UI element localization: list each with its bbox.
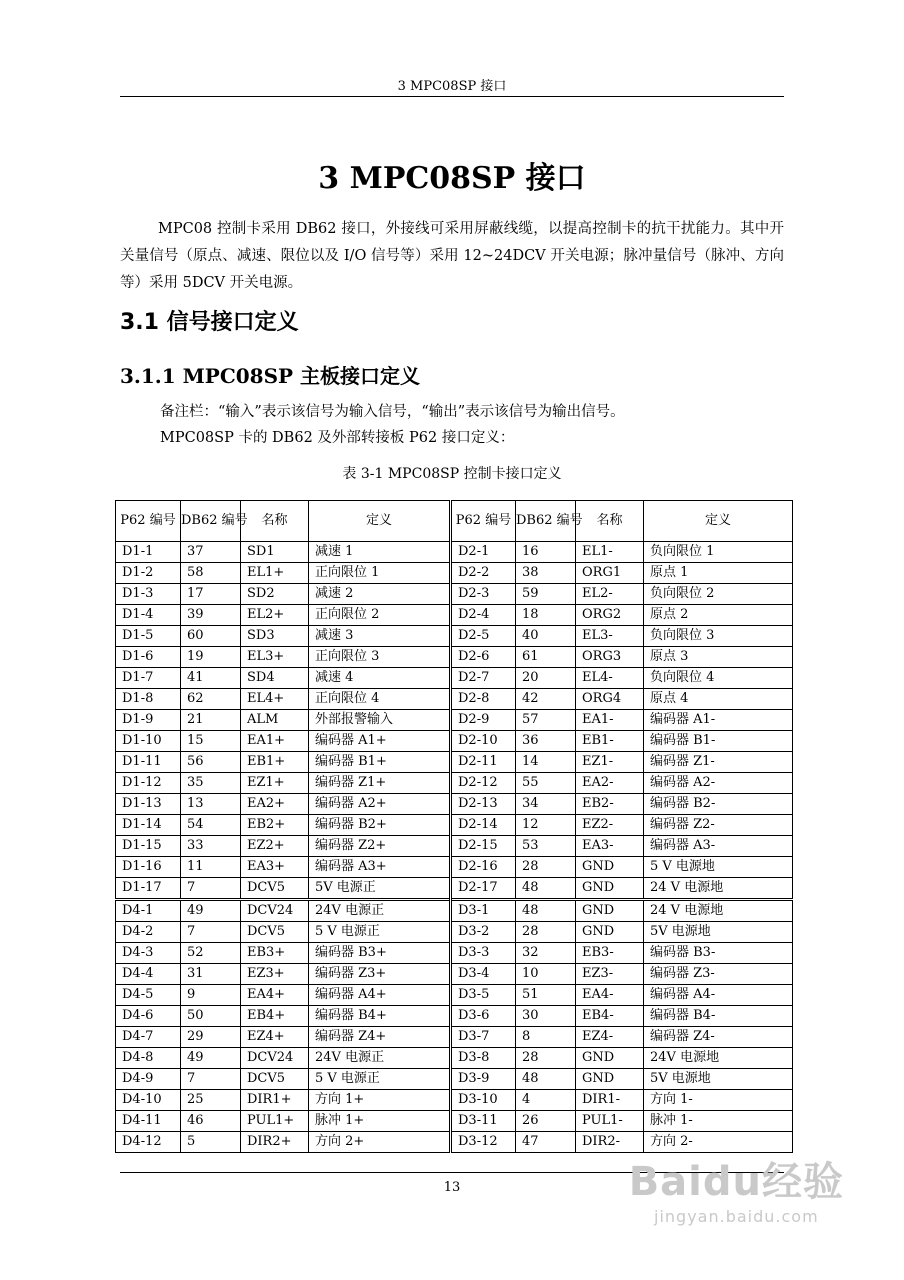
table-cell: DCV5 (241, 1069, 309, 1090)
table-cell: D3-2 (451, 922, 516, 943)
table-cell: 48 (516, 878, 576, 900)
table-row (116, 563, 793, 584)
table-cell: 61 (516, 647, 576, 668)
table-cell: 减速 4 (309, 668, 451, 689)
table-cell: D4-8 (116, 1048, 181, 1069)
table-cell: 减速 2 (309, 584, 451, 605)
table-cell: 36 (516, 731, 576, 752)
table-cell: 编码器 A2- (644, 773, 793, 794)
table-cell: EA2- (576, 773, 644, 794)
table-row (116, 1048, 793, 1069)
table-cell: GND (576, 900, 644, 922)
table-cell: D2-10 (451, 731, 516, 752)
table-cell: D3-10 (451, 1090, 516, 1111)
table-row (116, 1069, 793, 1090)
table-cell: ALM (241, 710, 309, 731)
table-cell: DIR1+ (241, 1090, 309, 1111)
table-cell: D2-16 (451, 857, 516, 878)
table-cell: D4-11 (116, 1111, 181, 1132)
table-cell: DCV24 (241, 900, 309, 922)
table-row (116, 668, 793, 689)
table-cell: D2-8 (451, 689, 516, 710)
table-cell: EB1+ (241, 752, 309, 773)
table-cell: EL1- (576, 542, 644, 563)
table-cell: 59 (516, 584, 576, 605)
table-cell: EA3+ (241, 857, 309, 878)
table-cell: D2-13 (451, 794, 516, 815)
table-cell: 62 (181, 689, 241, 710)
table-cell: 编码器 A4+ (309, 985, 451, 1006)
table-cell: DIR2- (576, 1132, 644, 1153)
table-cell: D3-6 (451, 1006, 516, 1027)
col-header: P62 编号 (116, 501, 181, 542)
table-cell: EB3- (576, 943, 644, 964)
table-cell: 编码器 B1- (644, 731, 793, 752)
table-cell: 18 (516, 605, 576, 626)
table-cell: 编码器 B2+ (309, 815, 451, 836)
table-row (116, 542, 793, 563)
table-cell: PUL1- (576, 1111, 644, 1132)
table-cell: 16 (516, 542, 576, 563)
table-cell: D1-2 (116, 563, 181, 584)
table-cell: D4-4 (116, 964, 181, 985)
table-cell: GND (576, 922, 644, 943)
table-cell: D4-3 (116, 943, 181, 964)
table-cell: DCV5 (241, 878, 309, 900)
table-cell: 28 (516, 922, 576, 943)
table-cell: 编码器 A3+ (309, 857, 451, 878)
table-cell: D2-5 (451, 626, 516, 647)
col-header: DB62 编号 (516, 501, 576, 542)
table-cell: 编码器 Z3+ (309, 964, 451, 985)
table-cell: 39 (181, 605, 241, 626)
table-cell: 编码器 A3- (644, 836, 793, 857)
table-cell: 正向限位 1 (309, 563, 451, 584)
table-cell: ORG4 (576, 689, 644, 710)
table-cell: EZ4- (576, 1027, 644, 1048)
table-cell: D2-15 (451, 836, 516, 857)
table-cell: 原点 2 (644, 605, 793, 626)
table-cell: 19 (181, 647, 241, 668)
table-cell: 35 (181, 773, 241, 794)
table-cell: D1-1 (116, 542, 181, 563)
table-cell: 7 (181, 878, 241, 900)
table-cell: EL1+ (241, 563, 309, 584)
table-cell: 负向限位 4 (644, 668, 793, 689)
table-cell: ORG2 (576, 605, 644, 626)
table-cell: SD2 (241, 584, 309, 605)
table-cell: D4-2 (116, 922, 181, 943)
table-cell: 11 (181, 857, 241, 878)
watermark-url: jingyan.baidu.com (654, 1207, 819, 1226)
table-cell: EA2+ (241, 794, 309, 815)
table-cell: 30 (516, 1006, 576, 1027)
subsection-heading: 3.1.1 MPC08SP 主板接口定义 (120, 364, 421, 388)
table-cell: D1-5 (116, 626, 181, 647)
table-cell: 4 (516, 1090, 576, 1111)
table-cell: D3-11 (451, 1111, 516, 1132)
table-cell: D4-6 (116, 1006, 181, 1027)
table-cell: 53 (516, 836, 576, 857)
chapter-title: 3 MPC08SP 接口 (318, 161, 586, 196)
table-cell: 9 (181, 985, 241, 1006)
table-cell: 编码器 B3- (644, 943, 793, 964)
table-cell: D1-8 (116, 689, 181, 710)
table-cell: SD1 (241, 542, 309, 563)
table-row (116, 900, 793, 922)
table-cell: 52 (181, 943, 241, 964)
table-cell: 15 (181, 731, 241, 752)
interface-table (115, 500, 793, 1153)
table-row (116, 1090, 793, 1111)
table-cell: 原点 3 (644, 647, 793, 668)
table-cell: D1-3 (116, 584, 181, 605)
table-cell: 10 (516, 964, 576, 985)
table-cell: EB2+ (241, 815, 309, 836)
table-cell: DCV24 (241, 1048, 309, 1069)
table-cell: 5 V 电源地 (644, 857, 793, 878)
table-cell: 24V 电源地 (644, 1048, 793, 1069)
table-cell: 33 (181, 836, 241, 857)
table-row (116, 626, 793, 647)
table-row (116, 815, 793, 836)
table-cell: D1-11 (116, 752, 181, 773)
table-cell: DIR2+ (241, 1132, 309, 1153)
table-cell: 40 (516, 626, 576, 647)
table-cell: D4-5 (116, 985, 181, 1006)
table-cell: SD3 (241, 626, 309, 647)
table-cell: 脉冲 1- (644, 1111, 793, 1132)
table-cell: 20 (516, 668, 576, 689)
table-cell: D3-5 (451, 985, 516, 1006)
table-cell: 原点 4 (644, 689, 793, 710)
table-row (116, 943, 793, 964)
col-header: 定义 (644, 501, 793, 542)
table-cell: D4-7 (116, 1027, 181, 1048)
table-cell: D2-14 (451, 815, 516, 836)
table-cell: 5 V 电源正 (309, 922, 451, 943)
table-cell: D1-16 (116, 857, 181, 878)
note-line-1: 备注栏：“输入”表示该信号为输入信号，“输出”表示该信号为输出信号。 (160, 404, 625, 420)
table-cell: D4-1 (116, 900, 181, 922)
table-cell: GND (576, 857, 644, 878)
table-cell: D2-6 (451, 647, 516, 668)
table-cell: 49 (181, 1048, 241, 1069)
table-cell: 8 (516, 1027, 576, 1048)
table-cell: D1-17 (116, 878, 181, 900)
table-cell: 7 (181, 1069, 241, 1090)
table-cell: D1-6 (116, 647, 181, 668)
table-cell: D1-7 (116, 668, 181, 689)
table-cell: 55 (516, 773, 576, 794)
table-cell: D1-14 (116, 815, 181, 836)
table-cell: 正向限位 2 (309, 605, 451, 626)
table-cell: EZ2+ (241, 836, 309, 857)
table-cell: 24V 电源正 (309, 900, 451, 922)
table-cell: 正向限位 3 (309, 647, 451, 668)
table-cell: EZ3- (576, 964, 644, 985)
table-cell: 47 (516, 1132, 576, 1153)
col-header: 定义 (309, 501, 451, 542)
table-cell: 编码器 Z4- (644, 1027, 793, 1048)
table-cell: 编码器 B3+ (309, 943, 451, 964)
table-cell: 编码器 A1- (644, 710, 793, 731)
table-cell: 31 (181, 964, 241, 985)
table-cell: 原点 1 (644, 563, 793, 584)
table-row (116, 773, 793, 794)
table-cell: 34 (516, 794, 576, 815)
page-number: 13 (443, 1180, 461, 1195)
table-cell: DIR1- (576, 1090, 644, 1111)
table-cell: EZ2- (576, 815, 644, 836)
table-cell: D4-9 (116, 1069, 181, 1090)
table-cell: 脉冲 1+ (309, 1111, 451, 1132)
table-cell: 28 (516, 857, 576, 878)
watermark-logo: Baidu经验 (628, 1159, 844, 1205)
table-cell: 57 (516, 710, 576, 731)
table-cell: 方向 1- (644, 1090, 793, 1111)
table-cell: 5 V 电源正 (309, 1069, 451, 1090)
table-cell: 编码器 Z1+ (309, 773, 451, 794)
table-cell: 24 V 电源地 (644, 878, 793, 900)
table-cell: 5V 电源地 (644, 922, 793, 943)
table-cell: PUL1+ (241, 1111, 309, 1132)
table-cell: EA3- (576, 836, 644, 857)
table-cell: D2-12 (451, 773, 516, 794)
table-cell: GND (576, 1069, 644, 1090)
table-cell: SD4 (241, 668, 309, 689)
table-cell: EL3- (576, 626, 644, 647)
table-cell: 14 (516, 752, 576, 773)
table-cell: D1-4 (116, 605, 181, 626)
table-cell: D2-7 (451, 668, 516, 689)
table-cell: 48 (516, 900, 576, 922)
table-row (116, 689, 793, 710)
table-row (116, 584, 793, 605)
table-cell: 29 (181, 1027, 241, 1048)
table-cell: GND (576, 1048, 644, 1069)
table-cell: DCV5 (241, 922, 309, 943)
table-cell: EL2+ (241, 605, 309, 626)
table-cell: 17 (181, 584, 241, 605)
section-heading: 3.1 信号接口定义 (120, 310, 299, 335)
table-cell: 60 (181, 626, 241, 647)
table-cell: D1-15 (116, 836, 181, 857)
table-cell: 51 (516, 985, 576, 1006)
table-cell: 5V 电源地 (644, 1069, 793, 1090)
table-cell: 编码器 Z2+ (309, 836, 451, 857)
table-cell: 编码器 A1+ (309, 731, 451, 752)
table-cell: D2-17 (451, 878, 516, 900)
table-cell: 21 (181, 710, 241, 731)
table-cell: 13 (181, 794, 241, 815)
table-cell: 编码器 Z2- (644, 815, 793, 836)
table-cell: 42 (516, 689, 576, 710)
table-cell: 56 (181, 752, 241, 773)
table-cell: 负向限位 3 (644, 626, 793, 647)
table-cell: EA1- (576, 710, 644, 731)
col-header: P62 编号 (451, 501, 516, 542)
table-cell: D2-1 (451, 542, 516, 563)
table-cell: 24 V 电源地 (644, 900, 793, 922)
table-cell: EL3+ (241, 647, 309, 668)
table-cell: 编码器 B2- (644, 794, 793, 815)
table-cell: EA1+ (241, 731, 309, 752)
table-cell: D3-4 (451, 964, 516, 985)
table-row (116, 1111, 793, 1132)
table-cell: 41 (181, 668, 241, 689)
table-cell: EA4- (576, 985, 644, 1006)
table-row (116, 647, 793, 668)
col-header: 名称 (576, 501, 644, 542)
table-cell: 减速 1 (309, 542, 451, 563)
table-row (116, 752, 793, 773)
table-cell: 方向 2- (644, 1132, 793, 1153)
table-row (116, 794, 793, 815)
table-cell: 编码器 Z3- (644, 964, 793, 985)
table-row (116, 857, 793, 878)
table-cell: 26 (516, 1111, 576, 1132)
table-row (116, 710, 793, 731)
baidu-watermark (629, 1150, 844, 1226)
table-cell: D1-10 (116, 731, 181, 752)
table-cell: GND (576, 878, 644, 900)
header-rule (120, 96, 784, 97)
table-cell: 负向限位 2 (644, 584, 793, 605)
table-cell: 方向 2+ (309, 1132, 451, 1153)
table-cell: 54 (181, 815, 241, 836)
table-cell: 50 (181, 1006, 241, 1027)
table-cell: 5V 电源正 (309, 878, 451, 900)
table-cell: 正向限位 4 (309, 689, 451, 710)
table-cell: EB4- (576, 1006, 644, 1027)
table-row (116, 1027, 793, 1048)
table-cell: ORG1 (576, 563, 644, 584)
table-cell: 编码器 Z1- (644, 752, 793, 773)
table-cell: D2-4 (451, 605, 516, 626)
table-cell: EZ1- (576, 752, 644, 773)
table-cell: D3-1 (451, 900, 516, 922)
table-cell: EZ1+ (241, 773, 309, 794)
table-cell: D3-8 (451, 1048, 516, 1069)
table-cell: D3-12 (451, 1132, 516, 1153)
table-row (116, 605, 793, 626)
table-cell: D4-12 (116, 1132, 181, 1153)
table-cell: 编码器 B4- (644, 1006, 793, 1027)
table-caption: 表 3-1 MPC08SP 控制卡接口定义 (342, 466, 562, 482)
table-cell: D1-13 (116, 794, 181, 815)
table-cell: EB1- (576, 731, 644, 752)
table-cell: 24V 电源正 (309, 1048, 451, 1069)
table-cell: D3-7 (451, 1027, 516, 1048)
table-cell: D1-9 (116, 710, 181, 731)
table-cell: EZ4+ (241, 1027, 309, 1048)
table-cell: D3-3 (451, 943, 516, 964)
table-cell: 48 (516, 1069, 576, 1090)
table-cell: D2-2 (451, 563, 516, 584)
table-cell: 25 (181, 1090, 241, 1111)
table-row (116, 878, 793, 900)
table-cell: D4-10 (116, 1090, 181, 1111)
table-row (116, 964, 793, 985)
table-cell: EL4- (576, 668, 644, 689)
table-row (116, 1006, 793, 1027)
table-cell: 编码器 A4- (644, 985, 793, 1006)
table-cell: 编码器 B1+ (309, 752, 451, 773)
col-header: DB62 编号 (181, 501, 241, 542)
table-cell: D2-3 (451, 584, 516, 605)
table-cell: ORG3 (576, 647, 644, 668)
table-cell: EL4+ (241, 689, 309, 710)
table-cell: 32 (516, 943, 576, 964)
intro-paragraph: MPC08 控制卡采用 DB62 接口，外接线可采用屏蔽线缆，以提高控制卡的抗干扰能力。其中开关量信号（原点、减速、限位以及 I/O 信号等）采用 12~24DCV 开关电源；脉冲量信号（脉冲、方向等）采用 5DCV 开关电源。 (120, 221, 784, 291)
table-cell: 49 (181, 900, 241, 922)
table-cell: 46 (181, 1111, 241, 1132)
table-cell: D1-12 (116, 773, 181, 794)
table-cell: 38 (516, 563, 576, 584)
table-cell: 负向限位 1 (644, 542, 793, 563)
table-cell: EB2- (576, 794, 644, 815)
table-header-row (116, 501, 793, 542)
table-cell: 5 (181, 1132, 241, 1153)
table-cell: 37 (181, 542, 241, 563)
table-cell: 方向 1+ (309, 1090, 451, 1111)
table-cell: D3-9 (451, 1069, 516, 1090)
table-cell: EB4+ (241, 1006, 309, 1027)
table-cell: 编码器 A2+ (309, 794, 451, 815)
table-cell: 外部报警输入 (309, 710, 451, 731)
table-row (116, 922, 793, 943)
table-cell: 编码器 Z4+ (309, 1027, 451, 1048)
table-cell: 编码器 B4+ (309, 1006, 451, 1027)
table-cell: 减速 3 (309, 626, 451, 647)
table-cell: 28 (516, 1048, 576, 1069)
table-cell: EL2- (576, 584, 644, 605)
table-row (116, 731, 793, 752)
table-row (116, 836, 793, 857)
table-cell: EB3+ (241, 943, 309, 964)
col-header: 名称 (241, 501, 309, 542)
table-cell: 58 (181, 563, 241, 584)
table-cell: 12 (516, 815, 576, 836)
table-row (116, 985, 793, 1006)
table-cell: 7 (181, 922, 241, 943)
table-cell: D2-9 (451, 710, 516, 731)
table-cell: D2-11 (451, 752, 516, 773)
table-cell: EZ3+ (241, 964, 309, 985)
table-cell: EA4+ (241, 985, 309, 1006)
note-line-2: MPC08SP 卡的 DB62 及外部转接板 P62 接口定义： (160, 430, 515, 446)
running-header: 3 MPC08SP 接口 (397, 79, 507, 94)
